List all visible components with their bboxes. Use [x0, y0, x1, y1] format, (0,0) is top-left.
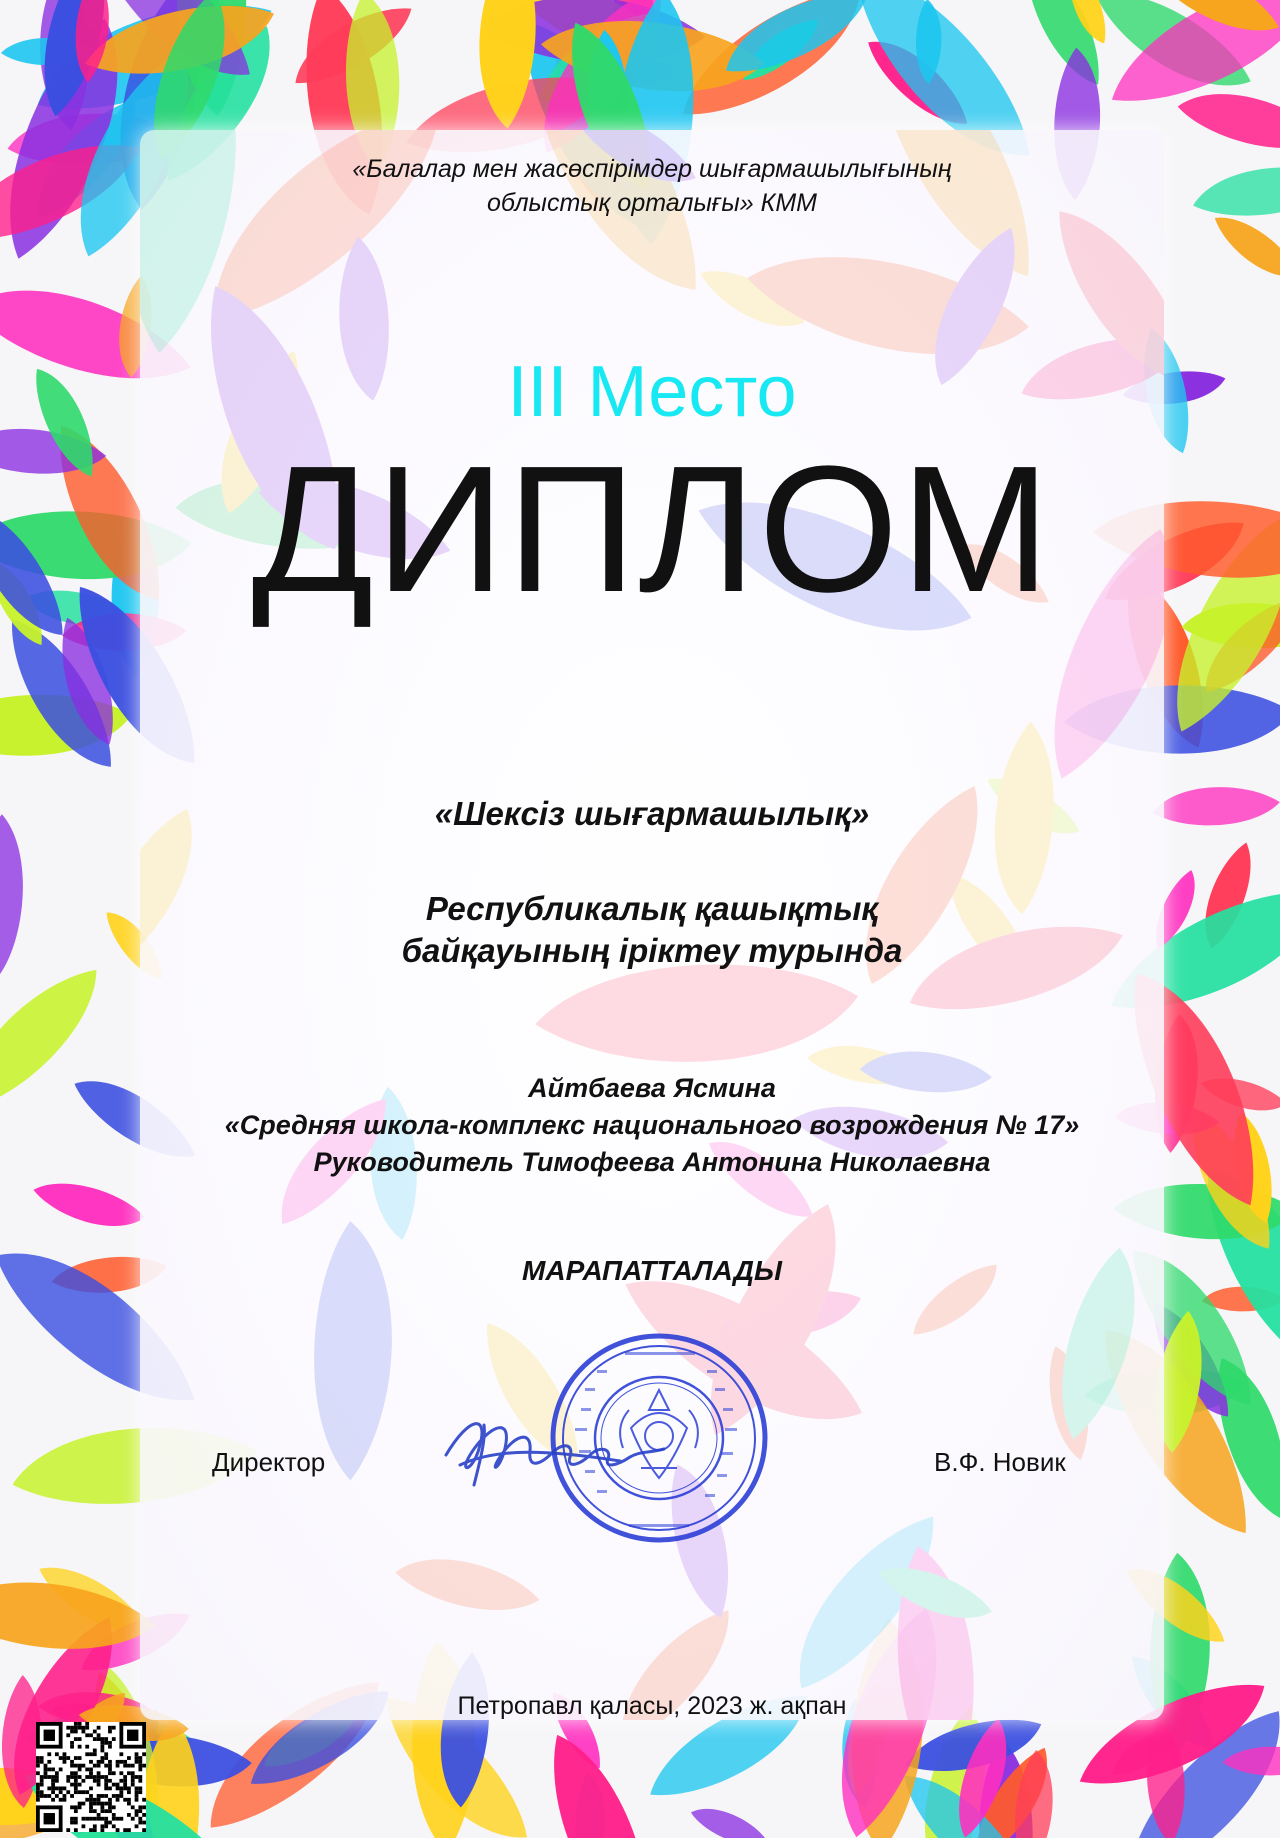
supervisor-name: Руководитель Тимофеева Антонина Николаевна	[313, 1147, 991, 1177]
petal-shape	[0, 814, 25, 978]
contest-name: «Шексіз шығармашылық»	[434, 795, 870, 832]
petal-shape	[1189, 156, 1280, 227]
school-name: «Средняя школа-комплекс национального возрождения № 17»	[224, 1110, 1080, 1140]
recipient-name: Айтбаева Ясмина	[528, 1073, 776, 1103]
city-date: Петропавл қаласы, 2023 ж. ақпан	[457, 1692, 847, 1720]
signatory-name: В.Ф. Новик	[934, 1447, 1066, 1477]
petal-shape	[29, 1174, 149, 1235]
place-label: III Место	[507, 352, 797, 432]
signatory-role: Директор	[212, 1447, 326, 1477]
qr-code-icon	[36, 1722, 146, 1832]
award-word: МАРАПАТТАЛАДЫ	[522, 1255, 782, 1286]
recipient-block	[140, 1070, 1164, 1181]
petal-shape	[1206, 206, 1280, 288]
contest-description	[140, 888, 1164, 972]
signature-icon	[440, 1395, 670, 1505]
petal-shape	[687, 1800, 774, 1838]
organization-line-1: «Балалар мен жасөспірімдер шығармашылығының	[352, 155, 952, 183]
organization-header	[140, 152, 1164, 220]
description-line-2: байқауының іріктеу турында	[401, 932, 903, 969]
petal-shape	[526, 1723, 672, 1838]
diploma-title: ДИПЛОМ	[251, 429, 1053, 630]
petal-shape	[1151, 782, 1280, 831]
description-line-1: Республикалық қашықтық	[425, 890, 879, 927]
petal-shape	[1012, 1749, 1056, 1838]
petal-shape	[1173, 83, 1280, 159]
organization-line-2: облыстық орталығы» КММ	[487, 189, 817, 217]
